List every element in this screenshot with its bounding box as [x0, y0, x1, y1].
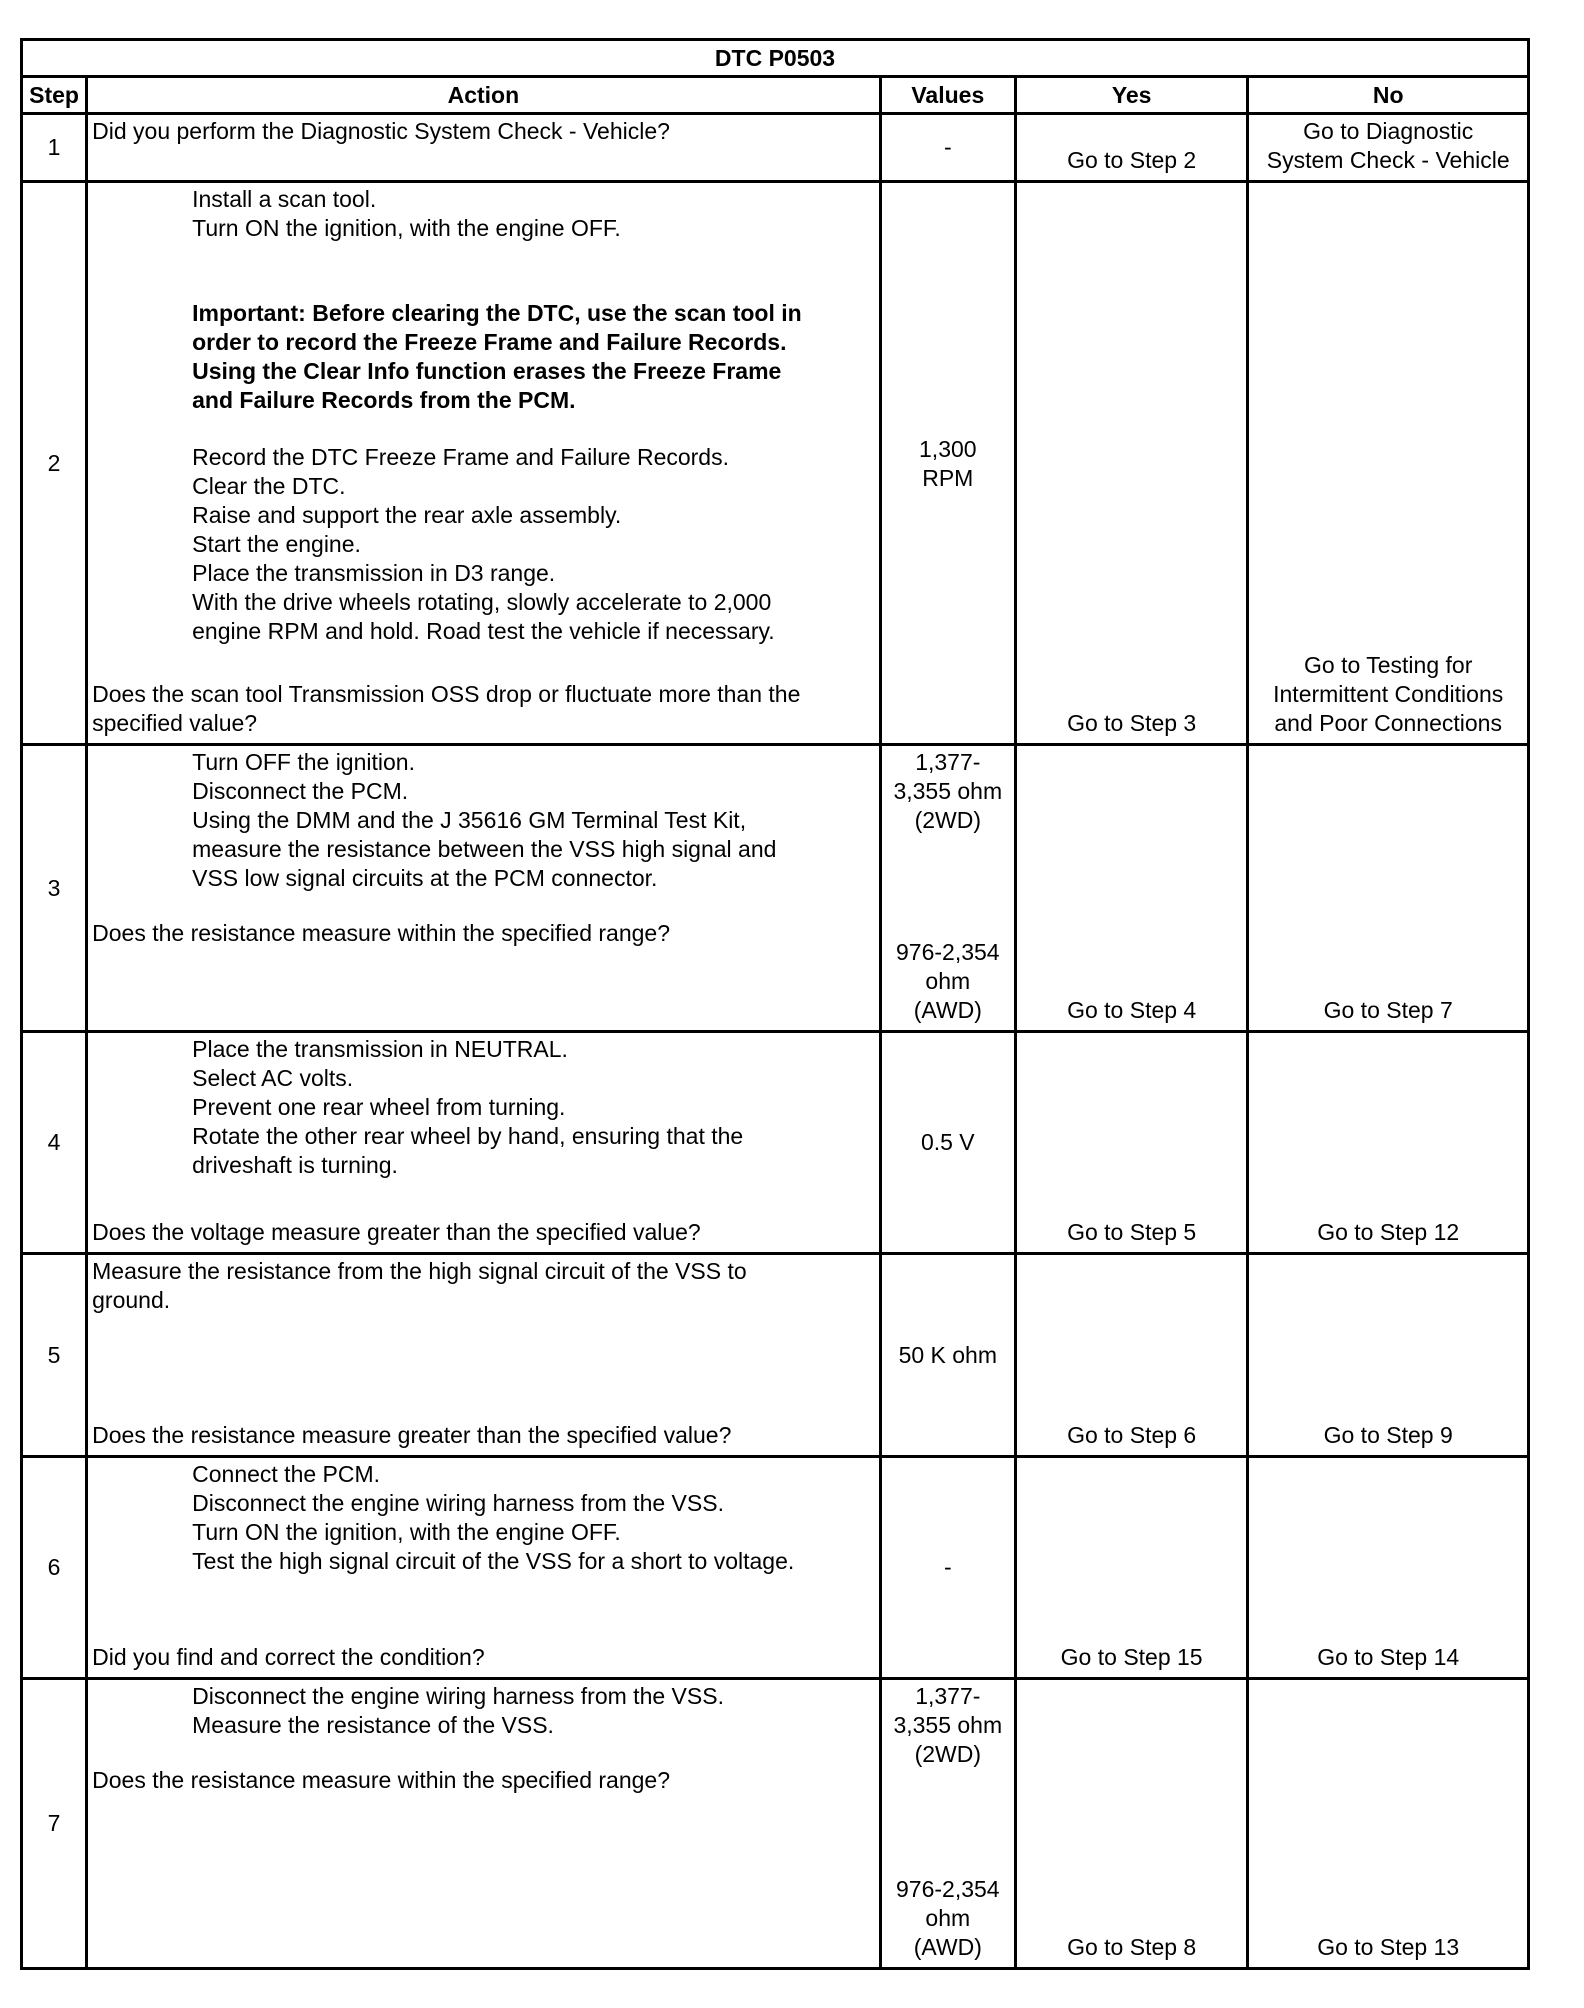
instruction-list [92, 748, 871, 893]
action-lead [92, 1257, 871, 1315]
value-cell: 50 K ohm [880, 1254, 1015, 1457]
value-awd [882, 1875, 1014, 1962]
value-2wd [882, 748, 1014, 835]
value-cell [880, 745, 1015, 1032]
yes-cell [1015, 1254, 1247, 1457]
value-line: 3,355 ohm [893, 778, 1003, 804]
instruction: Rotate the other rear wheel by hand, ensuring that the [192, 1123, 744, 1149]
value-line: ohm [925, 1905, 971, 1931]
action-cell [87, 1679, 881, 1969]
table-row [22, 1032, 1529, 1254]
value-cell [880, 182, 1015, 745]
step-number: 3 [22, 745, 87, 1032]
yes-cell [1015, 182, 1247, 745]
value-2wd [882, 1682, 1014, 1769]
instruction: Place the transmission in D3 range. [192, 560, 556, 586]
yes-action: Go to Step 15 [1060, 1644, 1203, 1670]
question-line: specified value? [92, 710, 258, 736]
instruction-list [92, 1682, 871, 1740]
instruction: measure the resistance between the VSS high signal and [192, 836, 777, 862]
value-line: ohm [925, 968, 971, 994]
action-question: Does the resistance measure within the specified range? [92, 1767, 670, 1793]
no-action: Go to Step 12 [1317, 1219, 1460, 1245]
instruction: Connect the PCM. [192, 1461, 381, 1487]
header-no: No [1248, 77, 1529, 114]
yes-cell [1015, 114, 1247, 182]
instruction-list [92, 443, 871, 646]
lead-line: Measure the resistance from the high signal circuit of the VSS to [92, 1258, 747, 1284]
no-action: Go to Step 7 [1323, 997, 1453, 1023]
yes-cell [1015, 1032, 1247, 1254]
no-action: Go to Step 14 [1317, 1644, 1460, 1670]
action-cell [87, 1032, 881, 1254]
important-line: and Failure Records from the PCM. [192, 387, 576, 413]
step-number: 1 [22, 114, 87, 182]
header-yes: Yes [1015, 77, 1247, 114]
instruction: Turn ON the ignition, with the engine OFF. [192, 215, 621, 241]
instruction: VSS low signal circuits at the PCM connector. [192, 865, 658, 891]
table-title: DTC P0503 [22, 40, 1529, 77]
no-action: Go to Step 9 [1323, 1422, 1453, 1448]
instruction: Clear the DTC. [192, 473, 346, 499]
value-line: 1,300 [919, 436, 977, 462]
instruction-list [92, 1460, 871, 1576]
no-cell [1248, 745, 1529, 1032]
important-line: Using the Clear Info function erases the Freeze Frame [192, 358, 782, 384]
no-action-line: and Poor Connections [1274, 710, 1502, 736]
value-line: (AWD) [913, 997, 982, 1023]
table-row [22, 1254, 1529, 1457]
action-cell [87, 114, 881, 182]
action-question: Does the resistance measure greater than the specified value? [92, 1422, 732, 1448]
no-cell [1248, 1254, 1529, 1457]
table-row [22, 745, 1529, 1032]
instruction: Start the engine. [192, 531, 361, 557]
value-line: 976-2,354 [896, 1876, 1000, 1902]
step-number: 5 [22, 1254, 87, 1457]
no-cell [1248, 114, 1529, 182]
instruction-list [92, 185, 871, 243]
action-question: Did you perform the Diagnostic System Check - Vehicle? [92, 118, 670, 144]
table-row [22, 1457, 1529, 1679]
instruction: Place the transmission in NEUTRAL. [192, 1036, 568, 1062]
lead-line: ground. [92, 1287, 171, 1313]
value-cell: - [880, 114, 1015, 182]
yes-cell [1015, 1679, 1247, 1969]
value-line: (2WD) [914, 1741, 982, 1767]
action-question [92, 680, 871, 738]
table-row [22, 182, 1529, 745]
action-cell [87, 182, 881, 745]
instruction: Disconnect the engine wiring harness from the VSS. [192, 1490, 724, 1516]
title-row [22, 40, 1529, 77]
important-line: Important: Before clearing the DTC, use the scan tool in [192, 300, 802, 326]
instruction: Disconnect the PCM. [192, 778, 409, 804]
step-number: 4 [22, 1032, 87, 1254]
action-question: Does the voltage measure greater than the specified value? [92, 1219, 701, 1245]
step-number: 7 [22, 1679, 87, 1969]
no-action-line: Go to Diagnostic [1303, 118, 1474, 144]
table-row [22, 1679, 1529, 1969]
yes-action: Go to Step 4 [1067, 997, 1197, 1023]
yes-action: Go to Step 8 [1067, 1934, 1197, 1960]
value-line: (2WD) [914, 807, 982, 833]
value-line: 1,377- [915, 1683, 981, 1709]
instruction: driveshaft is turning. [192, 1152, 398, 1178]
no-action-line: Intermittent Conditions [1273, 681, 1504, 707]
instruction: Using the DMM and the J 35616 GM Terminal Test Kit, [192, 807, 747, 833]
header-values: Values [880, 77, 1015, 114]
yes-action: Go to Step 3 [1067, 710, 1197, 736]
instruction: engine RPM and hold. Road test the vehicle if necessary. [192, 618, 775, 644]
action-question: Does the resistance measure within the specified range? [92, 920, 670, 946]
instruction: Turn OFF the ignition. [192, 749, 415, 775]
instruction: Install a scan tool. [192, 186, 377, 212]
important-line: order to record the Freeze Frame and Failure Records. [192, 329, 787, 355]
action-cell [87, 1254, 881, 1457]
no-cell [1248, 1679, 1529, 1969]
instruction: With the drive wheels rotating, slowly accelerate to 2,000 [192, 589, 772, 615]
value-cell [880, 1679, 1015, 1969]
no-action: Go to Step 13 [1317, 1934, 1460, 1960]
instruction-list [92, 1035, 871, 1180]
instruction: Test the high signal circuit of the VSS for a short to voltage. [192, 1548, 795, 1574]
value-cell: - [880, 1457, 1015, 1679]
yes-action: Go to Step 2 [1067, 147, 1197, 173]
header-row [22, 77, 1529, 114]
action-cell [87, 1457, 881, 1679]
yes-action: Go to Step 6 [1067, 1422, 1197, 1448]
no-cell [1248, 1457, 1529, 1679]
no-cell [1248, 182, 1529, 745]
instruction: Disconnect the engine wiring harness from the VSS. [192, 1683, 724, 1709]
instruction: Prevent one rear wheel from turning. [192, 1094, 566, 1120]
action-cell [87, 745, 881, 1032]
action-question: Did you find and correct the condition? [92, 1644, 485, 1670]
instruction: Raise and support the rear axle assembly. [192, 502, 622, 528]
value-awd [882, 938, 1014, 1025]
yes-cell [1015, 1457, 1247, 1679]
header-step: Step [22, 77, 87, 114]
value-cell: 0.5 V [880, 1032, 1015, 1254]
no-action-line: Go to Testing for [1304, 652, 1473, 678]
step-number: 6 [22, 1457, 87, 1679]
value-line: RPM [922, 465, 974, 491]
dtc-table [20, 38, 1530, 1970]
instruction: Measure the resistance of the VSS. [192, 1712, 554, 1738]
yes-action: Go to Step 5 [1067, 1219, 1197, 1245]
no-action-line: System Check - Vehicle [1266, 147, 1510, 173]
instruction: Record the DTC Freeze Frame and Failure Records. [192, 444, 729, 470]
instruction: Turn ON the ignition, with the engine OFF. [192, 1519, 621, 1545]
value-line: (AWD) [913, 1934, 982, 1960]
instruction: Select AC volts. [192, 1065, 354, 1091]
header-action: Action [87, 77, 881, 114]
step-number: 2 [22, 182, 87, 745]
important-note [92, 299, 871, 415]
yes-cell [1015, 745, 1247, 1032]
no-cell [1248, 1032, 1529, 1254]
value-line: 3,355 ohm [893, 1712, 1003, 1738]
question-line: Does the scan tool Transmission OSS drop or fluctuate more than the [92, 681, 801, 707]
value-line: 976-2,354 [896, 939, 1000, 965]
value-line: 1,377- [915, 749, 981, 775]
table-row [22, 114, 1529, 182]
